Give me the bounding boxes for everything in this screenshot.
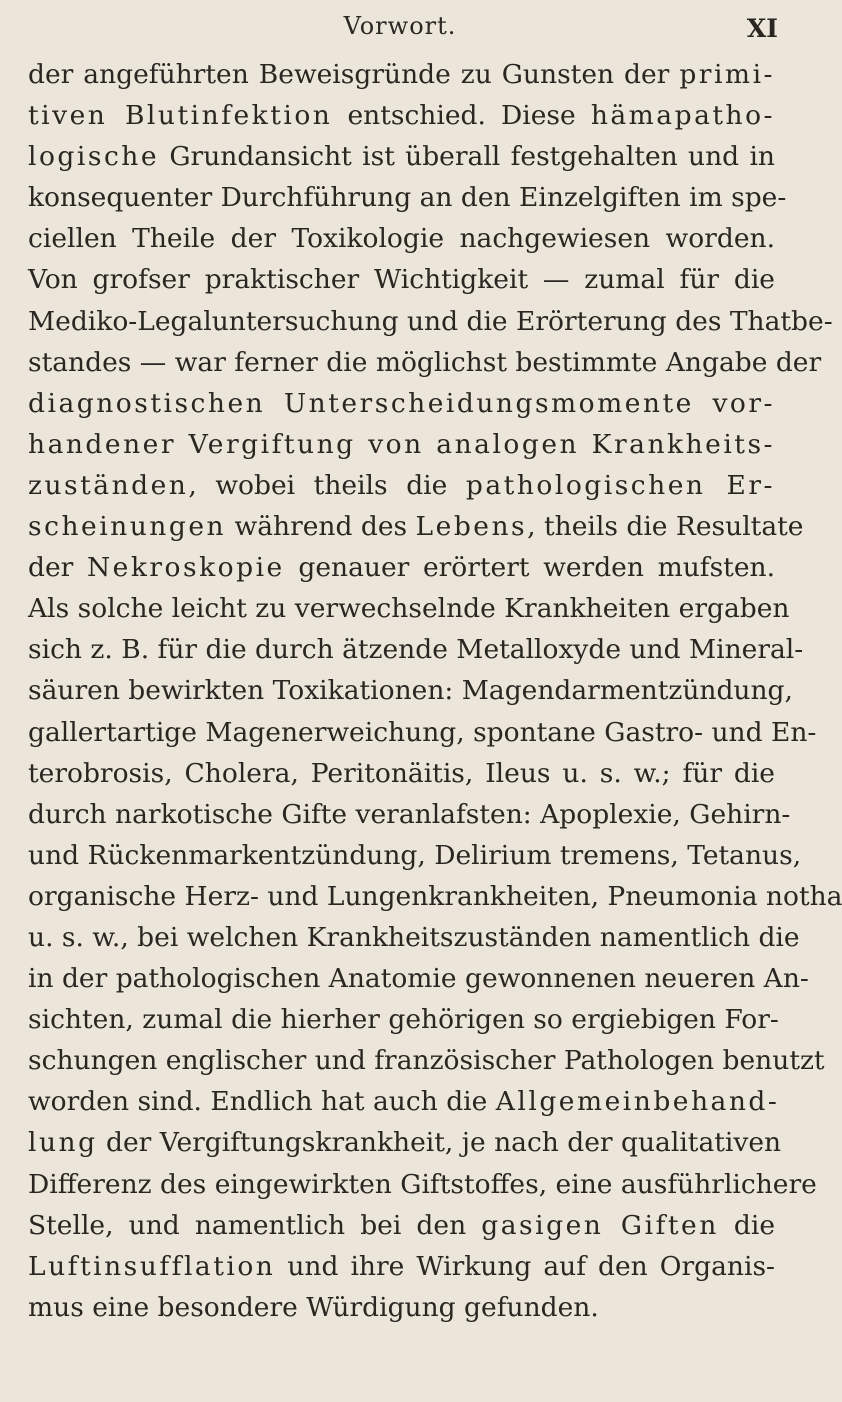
text-run: genauer erörtert werden mufsten. — [284, 552, 775, 584]
text-run: der angeführten Beweisgründe zu Gunsten der — [28, 59, 680, 90]
text-line — [28, 136, 775, 177]
text-run: sichten, zumal die hierher gehörigen so ergiebigen For- — [28, 1004, 779, 1036]
text-run: worden sind. Endlich hat auch die — [28, 1086, 496, 1118]
text-line — [28, 301, 833, 342]
text-run: Differenz des eingewirkten Giftstoffes, eine ausführlichere — [28, 1168, 817, 1200]
page-number: XI — [746, 14, 778, 43]
text-line — [28, 958, 809, 999]
text-run: u. s. w., bei welchen Krankheitszuständen namentlich die — [28, 921, 800, 953]
text-run: , wobei theils die — [188, 469, 466, 501]
text-line — [28, 465, 775, 506]
text-run: schungen englischer und französischer Pathologen benutzt — [28, 1045, 825, 1077]
text-line — [28, 876, 842, 917]
text-run: entschied. Diese — [332, 100, 591, 132]
text-run: Von grofser praktischer Wichtigkeit — zumal für die — [28, 264, 775, 296]
text-run: Stelle, und namentlich bei den — [28, 1209, 482, 1241]
text-line — [28, 383, 775, 424]
spaced-emphasis: Lebens — [415, 511, 528, 543]
text-line — [28, 999, 779, 1040]
text-run: die — [718, 1209, 776, 1241]
text-run: Grundansicht ist überall festgehalten und in — [159, 141, 775, 173]
running-head: Vorwort. — [343, 12, 457, 40]
text-run: konsequenter Durchführung an den Einzelgiften im spe- — [28, 182, 787, 214]
text-run: mus eine besondere Würdigung gefunden. — [28, 1291, 599, 1323]
text-run: gallertartige Magenerweichung, spontane Gastro- und En- — [28, 716, 817, 748]
text-line — [28, 670, 793, 711]
text-run: und Rückenmarkentzündung, Delirium tremens, Tetanus, — [28, 839, 802, 871]
text-line — [28, 218, 775, 259]
text-line — [28, 424, 775, 465]
text-run: der — [28, 552, 87, 584]
spaced-emphasis: pathologischen Er- — [465, 469, 776, 501]
spaced-emphasis: handener Vergiftung von analogen Krankheits- — [28, 428, 775, 460]
text-run: organische Herz- und Lungenkrankheiten, Pneumonia notha — [28, 880, 842, 912]
page-header — [0, 12, 800, 52]
text-line — [28, 1081, 780, 1122]
text-run: in der pathologischen Anatomie gewonnenen neueren An- — [28, 963, 809, 995]
text-line — [28, 712, 817, 753]
text-run: sich z. B. für die durch ätzende Metalloxyde und Mineral- — [28, 634, 804, 666]
spaced-emphasis: diagnostischen Unterscheidungsmomente vor- — [28, 387, 775, 419]
text-line — [28, 506, 804, 547]
text-run: säuren bewirkten Toxikationen: Magendarmentzündung, — [28, 675, 793, 707]
spaced-emphasis: primi- — [679, 59, 775, 90]
text-line — [28, 1246, 775, 1287]
text-run: , theils die Resultate — [527, 511, 804, 543]
text-line — [28, 1040, 825, 1081]
text-run: und ihre Wirkung auf den Organis- — [275, 1250, 775, 1282]
text-line — [28, 259, 775, 300]
spaced-emphasis: Allgemeinbehand- — [495, 1086, 780, 1118]
preface-text-block — [28, 54, 842, 1328]
text-line — [28, 1122, 782, 1163]
spaced-emphasis: Nekroskopie — [86, 552, 285, 584]
text-run: standes — war ferner die möglichst bestimmte Angabe der — [28, 346, 822, 378]
spaced-emphasis: logische — [28, 141, 160, 173]
text-line — [28, 1164, 817, 1205]
text-line — [28, 547, 775, 588]
text-line — [28, 1205, 775, 1246]
text-line — [28, 95, 775, 136]
spaced-emphasis: lung — [28, 1127, 98, 1159]
text-run: Als solche leicht zu verwechselnde Krankheiten ergaben — [28, 593, 790, 625]
text-line — [28, 54, 775, 95]
text-line — [28, 629, 804, 670]
text-run: durch narkotische Gifte veranlafsten: Apoplexie, Gehirn- — [28, 798, 791, 830]
text-run: ciellen Theile der Toxikologie nachgewiesen worden. — [28, 223, 775, 255]
text-line — [28, 1287, 775, 1328]
spaced-emphasis: scheinungen — [28, 511, 227, 543]
text-line — [28, 917, 800, 958]
spaced-emphasis: gasigen Giften — [481, 1209, 719, 1241]
spaced-emphasis: tiven Blutinfektion — [28, 100, 333, 132]
spaced-emphasis: Luftinsufflation — [28, 1250, 276, 1282]
text-run: terobrosis, Cholera, Peritonäitis, Ileus u. s. w.; für die — [28, 757, 775, 789]
text-line — [28, 588, 790, 629]
spaced-emphasis: hämapatho- — [590, 100, 775, 132]
text-line — [28, 835, 802, 876]
spaced-emphasis: zuständen — [28, 469, 189, 501]
text-run: Mediko-Legaluntersuchung und die Erörterung des Thatbe- — [28, 305, 833, 337]
text-line — [28, 753, 775, 794]
text-line — [28, 177, 787, 218]
text-run: während des — [226, 511, 416, 543]
text-line — [28, 342, 822, 383]
text-line — [28, 794, 791, 835]
text-run: der Vergiftungskrankheit, je nach der qualitativen — [97, 1127, 782, 1159]
